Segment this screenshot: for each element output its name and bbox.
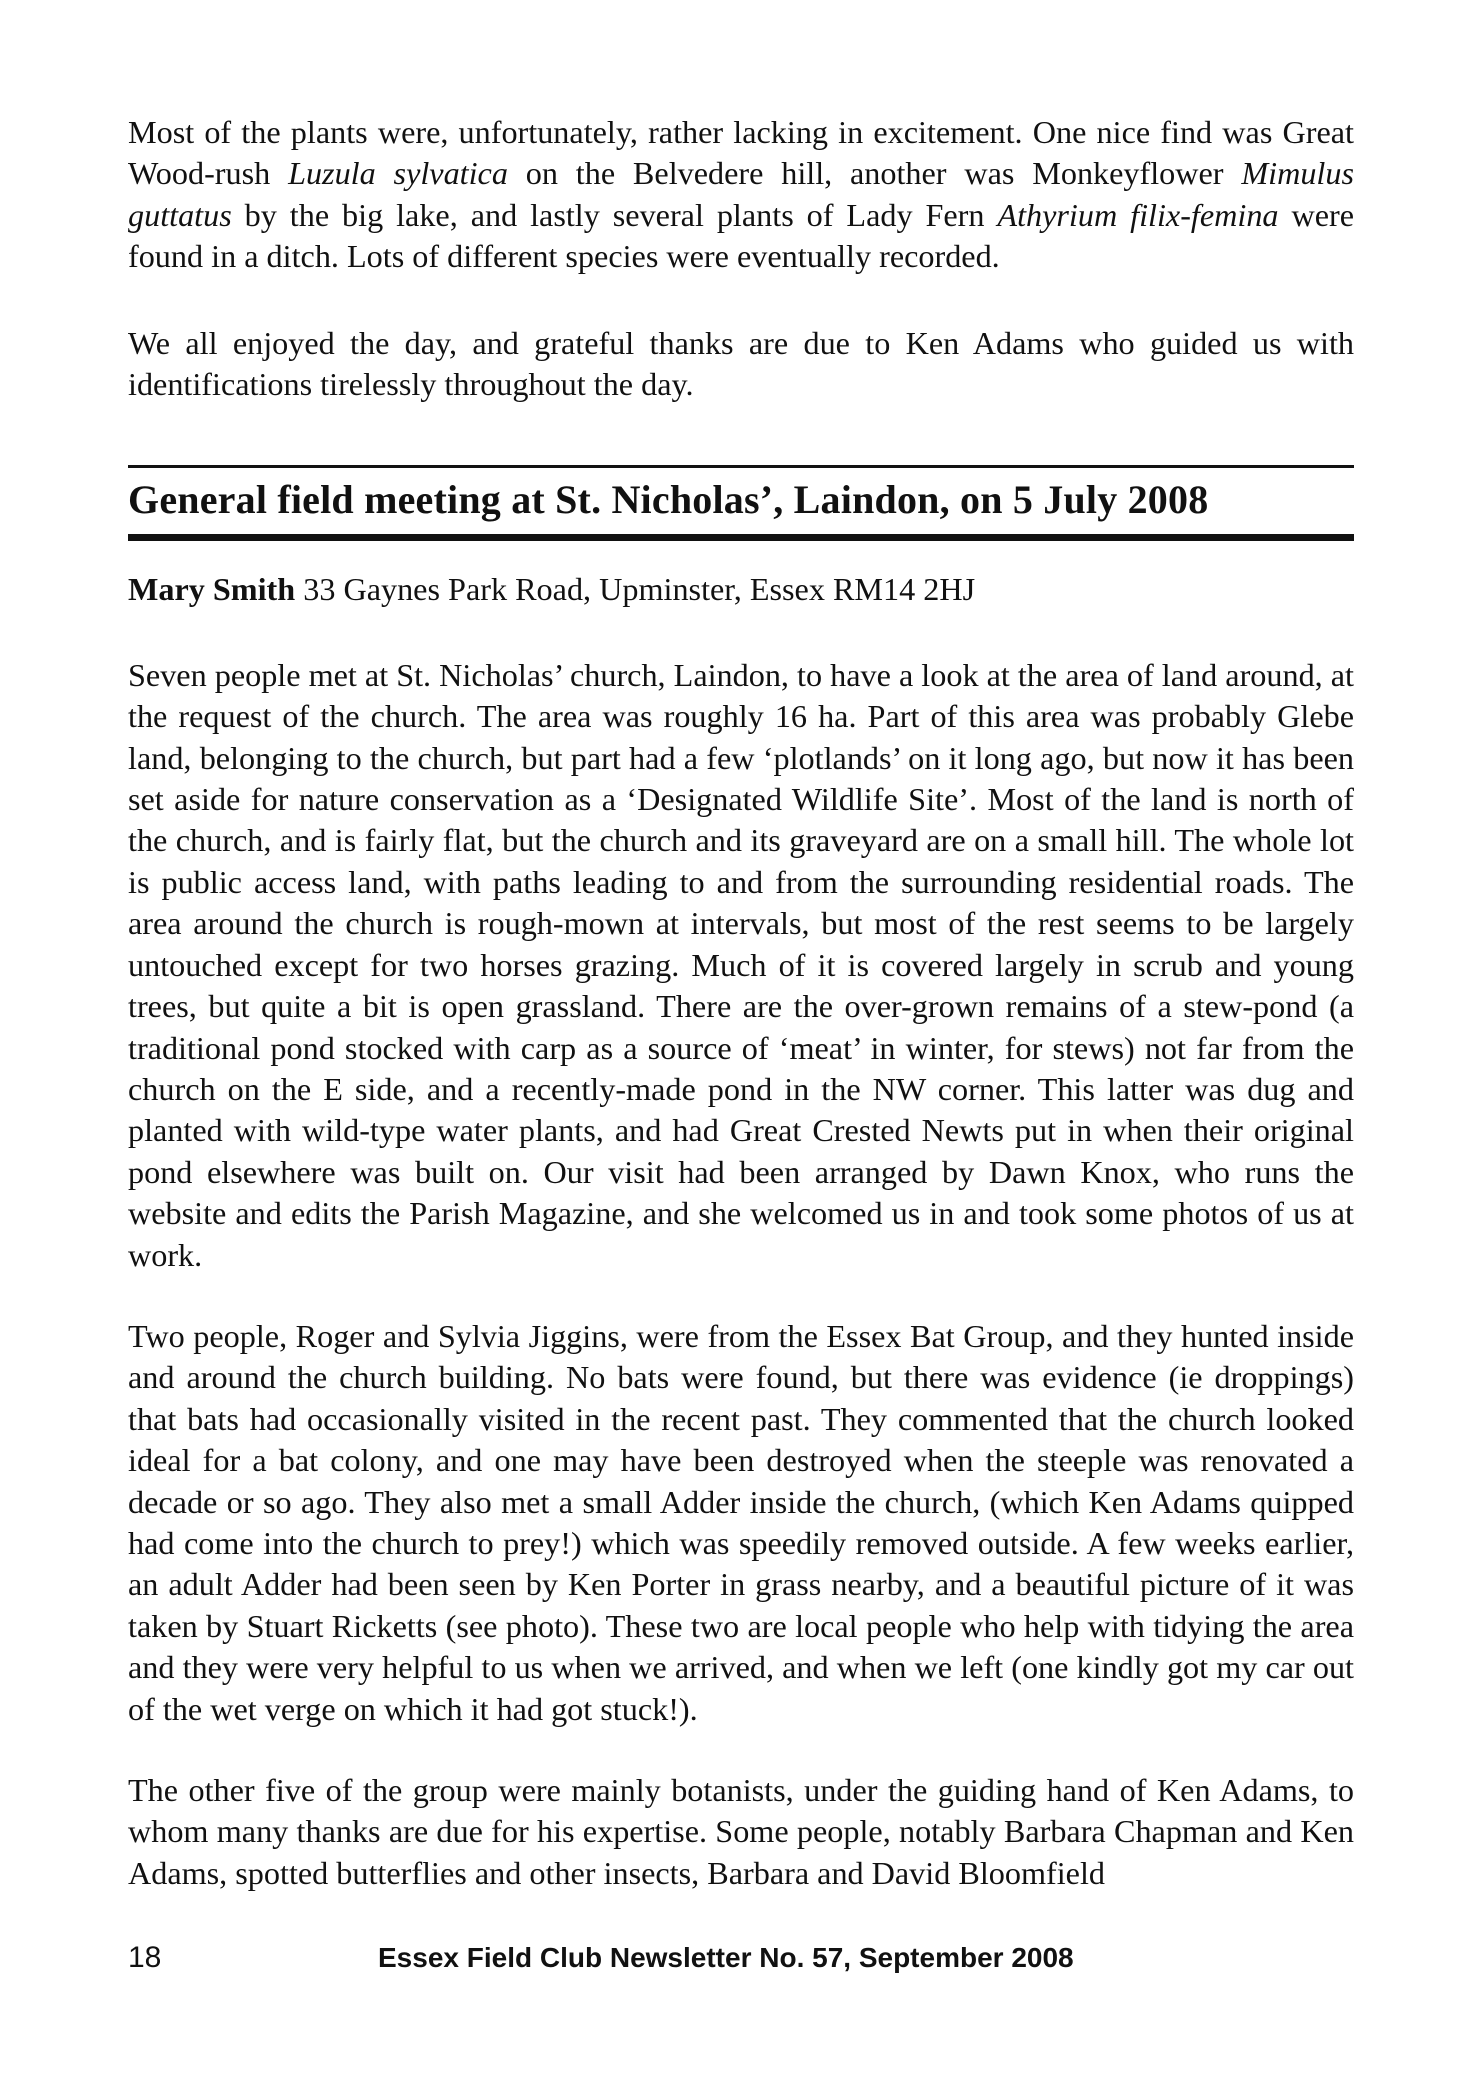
intro-paragraph-1	[128, 112, 1354, 278]
species-athyrium-filix-femina: Athyrium filix-femina	[997, 196, 1279, 233]
author-address: 33 Gaynes Park Road, Upminster, Essex RM14 2HJ	[295, 571, 976, 608]
author-name: Mary Smith	[128, 571, 296, 608]
page-content	[128, 112, 1354, 1894]
species-luzula-sylvatica: Luzula sylvatica	[288, 155, 508, 192]
article-paragraph-2: Two people, Roger and Sylvia Jiggins, were from the Essex Bat Group, and they hunted inside and around the church building. No bats were found, but there was evidence (ie droppings) that bats had occasionally visited in the recent past. They commented that the church looked ideal for a bat colony, and one may have been destroyed when the steeple was renovated a decade or so ago. They also met a small Adder inside the church, (which Ken Adams quipped had come into the church to prey!) which was speedily removed outside. A few weeks earlier, an adult Adder had been seen by Ken Porter in grass nearby, and a beautiful picture of it was taken by Stuart Ricketts (see photo). These two are local people who help with tidying the area and they were very helpful to us when we arrived, and when we left (one kindly got my car out of the wet verge on which it had got stuck!).	[128, 1317, 1354, 1727]
page-footer	[128, 1938, 1354, 1978]
heading-top-rule	[128, 465, 1354, 468]
journal-title: Essex Field Club Newsletter No. 57, September 2008	[378, 1942, 1074, 1973]
intro-text-3: by the big lake, and lastly several plants of Lady Fern	[231, 196, 998, 233]
section-title: General field meeting at St. Nicholas’, Laindon, on 5 July 2008	[128, 477, 1209, 523]
section-heading-block	[128, 465, 1354, 541]
species-mimulus-guttatus: Mimulus guttatus	[128, 155, 1354, 233]
intro-text-1: Most of the plants were, unfortunately, rather lacking in excitement. One nice find was Great Wood-rush	[128, 114, 1354, 192]
page-number: 18	[128, 1941, 162, 1974]
article-paragraph-1: Seven people met at St. Nicholas’ church, Laindon, to have a look at the area of land around, at the request of the church. The area was roughly 16 ha. Part of this area was probably Glebe land, belonging to the church, but part had a few ‘plotlands’ on it long ago, but now it has been set aside for nature conservation as a ‘Designated Wildlife Site’. Most of the land is north of the church, and is fairly flat, but the church and its graveyard are on a small hill. The whole lot is public access land, with paths leading to and from the surrounding residential roads. The area around the church is rough-mown at intervals, but most of the rest seems to be largely untouched except for two horses grazing. Much of it is covered largely in scrub and young trees, but quite a bit is open grassland. There are the over-grown remains of a stew-pond (a traditional pond stocked with carp as a source of ‘meat’ in winter, for stews) not far from the church on the E side, and a recently-made pond in the NW corner. This latter was dug and planted with wild-type water plants, and had Great Crested Newts put in when their original pond elsewhere was built on. Our visit had been arranged by Dawn Knox, who runs the website and edits the Parish Magazine, and she welcomed us in and took some photos of us at work.	[128, 656, 1354, 1273]
intro-paragraph-2: We all enjoyed the day, and grateful thanks are due to Ken Adams who guided us with identifications tirelessly throughout the day.	[128, 324, 1354, 403]
intro-text-2: on the Belvedere hill, another was Monkeyflower	[507, 155, 1242, 192]
article-paragraph-3: The other five of the group were mainly botanists, under the guiding hand of Ken Adams, to whom many thanks are due for his expertise. Some people, notably Barbara Chapman and Ken Adams, spotted butterflies and other insects, Barbara and David Bloomfield	[128, 1772, 1354, 1891]
heading-bottom-rule	[128, 534, 1354, 541]
author-line	[128, 569, 1354, 610]
intro-text-4: were found in a ditch. Lots of different species were eventually recorded.	[128, 196, 1355, 275]
